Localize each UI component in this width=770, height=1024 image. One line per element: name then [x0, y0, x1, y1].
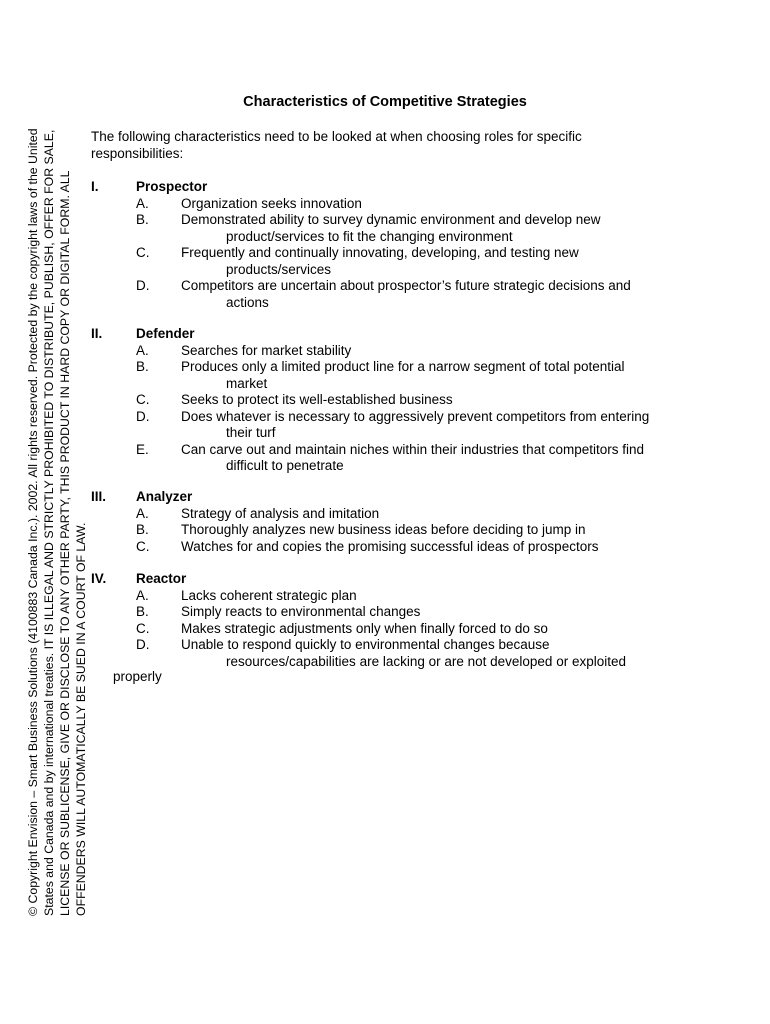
item-text: Organization seeks innovation	[181, 195, 362, 211]
item-continuation: actions	[226, 294, 269, 310]
list-item	[91, 392, 691, 409]
item-continuation: difficult to penetrate	[226, 458, 344, 473]
copyright-line: OFFENDERS WILL AUTOMATICALLY BE SUED IN A COURT OF LAW.	[74, 522, 88, 916]
list-item	[91, 522, 691, 539]
section-defender	[91, 326, 691, 475]
item-letter: B.	[136, 212, 149, 227]
list-item	[91, 212, 691, 245]
section-heading	[91, 179, 691, 196]
item-text: Frequently and continually innovating, developing, and testing new	[181, 245, 579, 260]
section-analyzer	[91, 489, 691, 555]
item-letter: B.	[136, 359, 149, 374]
item-continuation: their turf	[226, 425, 276, 440]
item-text: Competitors are uncertain about prospector’s future strategic decisions and	[181, 278, 631, 293]
section-prospector	[91, 179, 691, 311]
item-text: Searches for market stability	[181, 342, 352, 358]
item-text: Unable to respond quickly to environmental changes because	[181, 637, 550, 652]
list-item	[91, 621, 691, 638]
section-number: II.	[91, 326, 103, 341]
intro-paragraph: The following characteristics need to be looked at when choosing roles for specific responsibilities:	[91, 129, 582, 161]
section-name: Defender	[136, 326, 195, 341]
item-letter: A.	[136, 587, 149, 603]
section-heading	[91, 326, 691, 343]
item-continuation: market	[226, 375, 268, 391]
section-number: IV.	[91, 571, 107, 586]
item-letter: A.	[136, 342, 149, 358]
list-item	[91, 359, 691, 392]
item-letter: A.	[136, 195, 149, 211]
item-text: Thoroughly analyzes new business ideas before deciding to jump in	[181, 522, 586, 537]
list-item	[91, 506, 691, 523]
item-text: Lacks coherent strategic plan	[181, 587, 357, 603]
section-number: III.	[91, 489, 107, 504]
item-text: Simply reacts to environmental changes	[181, 604, 421, 619]
item-text: Strategy of analysis and imitation	[181, 505, 380, 521]
item-continuation: products/services	[226, 261, 332, 277]
list-item	[91, 245, 691, 278]
item-letter: A.	[136, 505, 149, 521]
copyright-notice	[25, 86, 89, 916]
item-letter: C.	[136, 620, 150, 636]
item-text: Can carve out and maintain niches within their industries that competitors find	[181, 441, 644, 457]
section-heading	[91, 571, 691, 588]
copyright-line: States and Canada and by international treaties. IT IS ILLEGAL AND STRICTLY PROHIBITED TO DISTRIBUTE, PUBLISH, OFFER FOR SALE,	[42, 129, 56, 916]
copyright-line: © Copyright Envision – Smart Business Solutions (4100883 Canada Inc.). 2002. All rights reserved. Protected by the copyright laws of the United	[26, 128, 40, 916]
item-text: Produces only a limited product line for a narrow segment of total potential	[181, 359, 625, 374]
item-text: Does whatever is necessary to aggressively prevent competitors from entering	[181, 408, 650, 424]
item-letter: C.	[136, 245, 150, 260]
item-letter: E.	[136, 441, 149, 457]
list-item	[91, 588, 691, 605]
list-item	[91, 409, 691, 442]
list-item	[91, 196, 691, 213]
list-item	[91, 278, 691, 311]
item-letter: C.	[136, 538, 150, 554]
item-letter: D.	[136, 278, 150, 293]
item-letter: D.	[136, 408, 150, 424]
section-name: Reactor	[136, 571, 187, 586]
list-item	[91, 539, 691, 556]
trailing-text: properly	[113, 669, 162, 684]
item-continuation: resources/capabilities are lacking or are not developed or exploited	[226, 653, 626, 669]
list-item	[91, 442, 691, 475]
section-reactor	[91, 571, 691, 670]
item-continuation: product/services to fit the changing environment	[226, 228, 513, 244]
section-name: Analyzer	[136, 489, 193, 504]
section-name: Prospector	[136, 179, 208, 194]
section-number: I.	[91, 179, 99, 194]
list-item	[91, 637, 691, 670]
item-letter: C.	[136, 392, 150, 407]
copyright-line: LICENSE OR SUBLICENSE, GIVE OR DISCLOSE TO ANY OTHER PARTY, THIS PRODUCT IN HARD COPY OR DIGITAL FORM. ALL	[58, 170, 72, 916]
list-item	[91, 343, 691, 360]
item-letter: B.	[136, 604, 149, 619]
item-text: Seeks to protect its well-established business	[181, 392, 453, 407]
item-letter: B.	[136, 522, 149, 537]
document-title: Characteristics of Competitive Strategies	[243, 94, 527, 110]
item-letter: D.	[136, 637, 150, 652]
section-heading	[91, 489, 691, 506]
item-text: Makes strategic adjustments only when finally forced to do so	[181, 620, 548, 636]
list-item	[91, 604, 691, 621]
item-text: Demonstrated ability to survey dynamic environment and develop new	[181, 212, 601, 227]
item-text: Watches for and copies the promising successful ideas of prospectors	[181, 538, 599, 554]
